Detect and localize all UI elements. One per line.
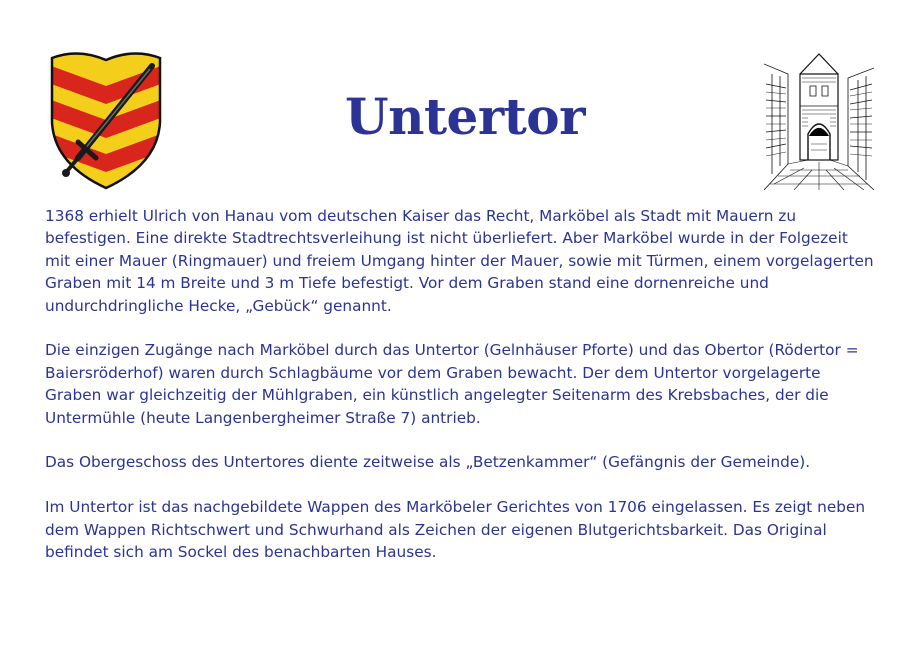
paragraph: 1368 erhielt Ulrich von Hanau vom deutschen Kaiser das Recht, Marköbel als Stadt mit Mauern zu befestigen. Eine direkte Stadtrechtsverleihung ist nicht überliefert. Aber Marköbel wurde in der Folgezeit mit einer Mauer (Ringmauer) und freiem Umgang hinter der Mauer, sowie mit Türmen, einem vorgelagerten Graben mit 14 m Breite und 3 m Tiefe befestigt. Vor dem Graben stand eine dornenreiche und undurchdringliche Hecke, „Gebück“ genannt. [45,207,874,315]
paragraph: Im Untertor ist das nachgebildete Wappen des Marköbeler Gerichtes von 1706 eingelassen. Es zeigt neben dem Wappen Richtschwert und Schwurhand als Zeichen der eigenen Blutgerichtsbarkeit. Das Original befindet sich am Sockel des benachbarten Hauses. [45,498,866,562]
coat-of-arms [44,46,168,192]
paragraph: Die einzigen Zugänge nach Marköbel durch das Untertor (Gelnhäuser Pforte) und das Obertor (Rödertor = Baiersröderhof) waren durch Schlagbäume vor dem Graben bewacht. Der dem Untertor vorgelagerte Graben war gleichzeitig der Mühlgraben, ein künstlich angelegter Seitenarm des Krebsbaches, der die Untermühle (heute Langenbergheimer Straße 7) antrieb. [45,341,859,427]
gate-tower-sketch [764,44,874,190]
page-title: Untertor [345,87,585,146]
body-text [45,205,877,586]
paragraph: Das Obergeschoss des Untertores diente zeitweise als „Betzenkammer“ (Gefängnis der Gemeinde). [45,453,811,472]
